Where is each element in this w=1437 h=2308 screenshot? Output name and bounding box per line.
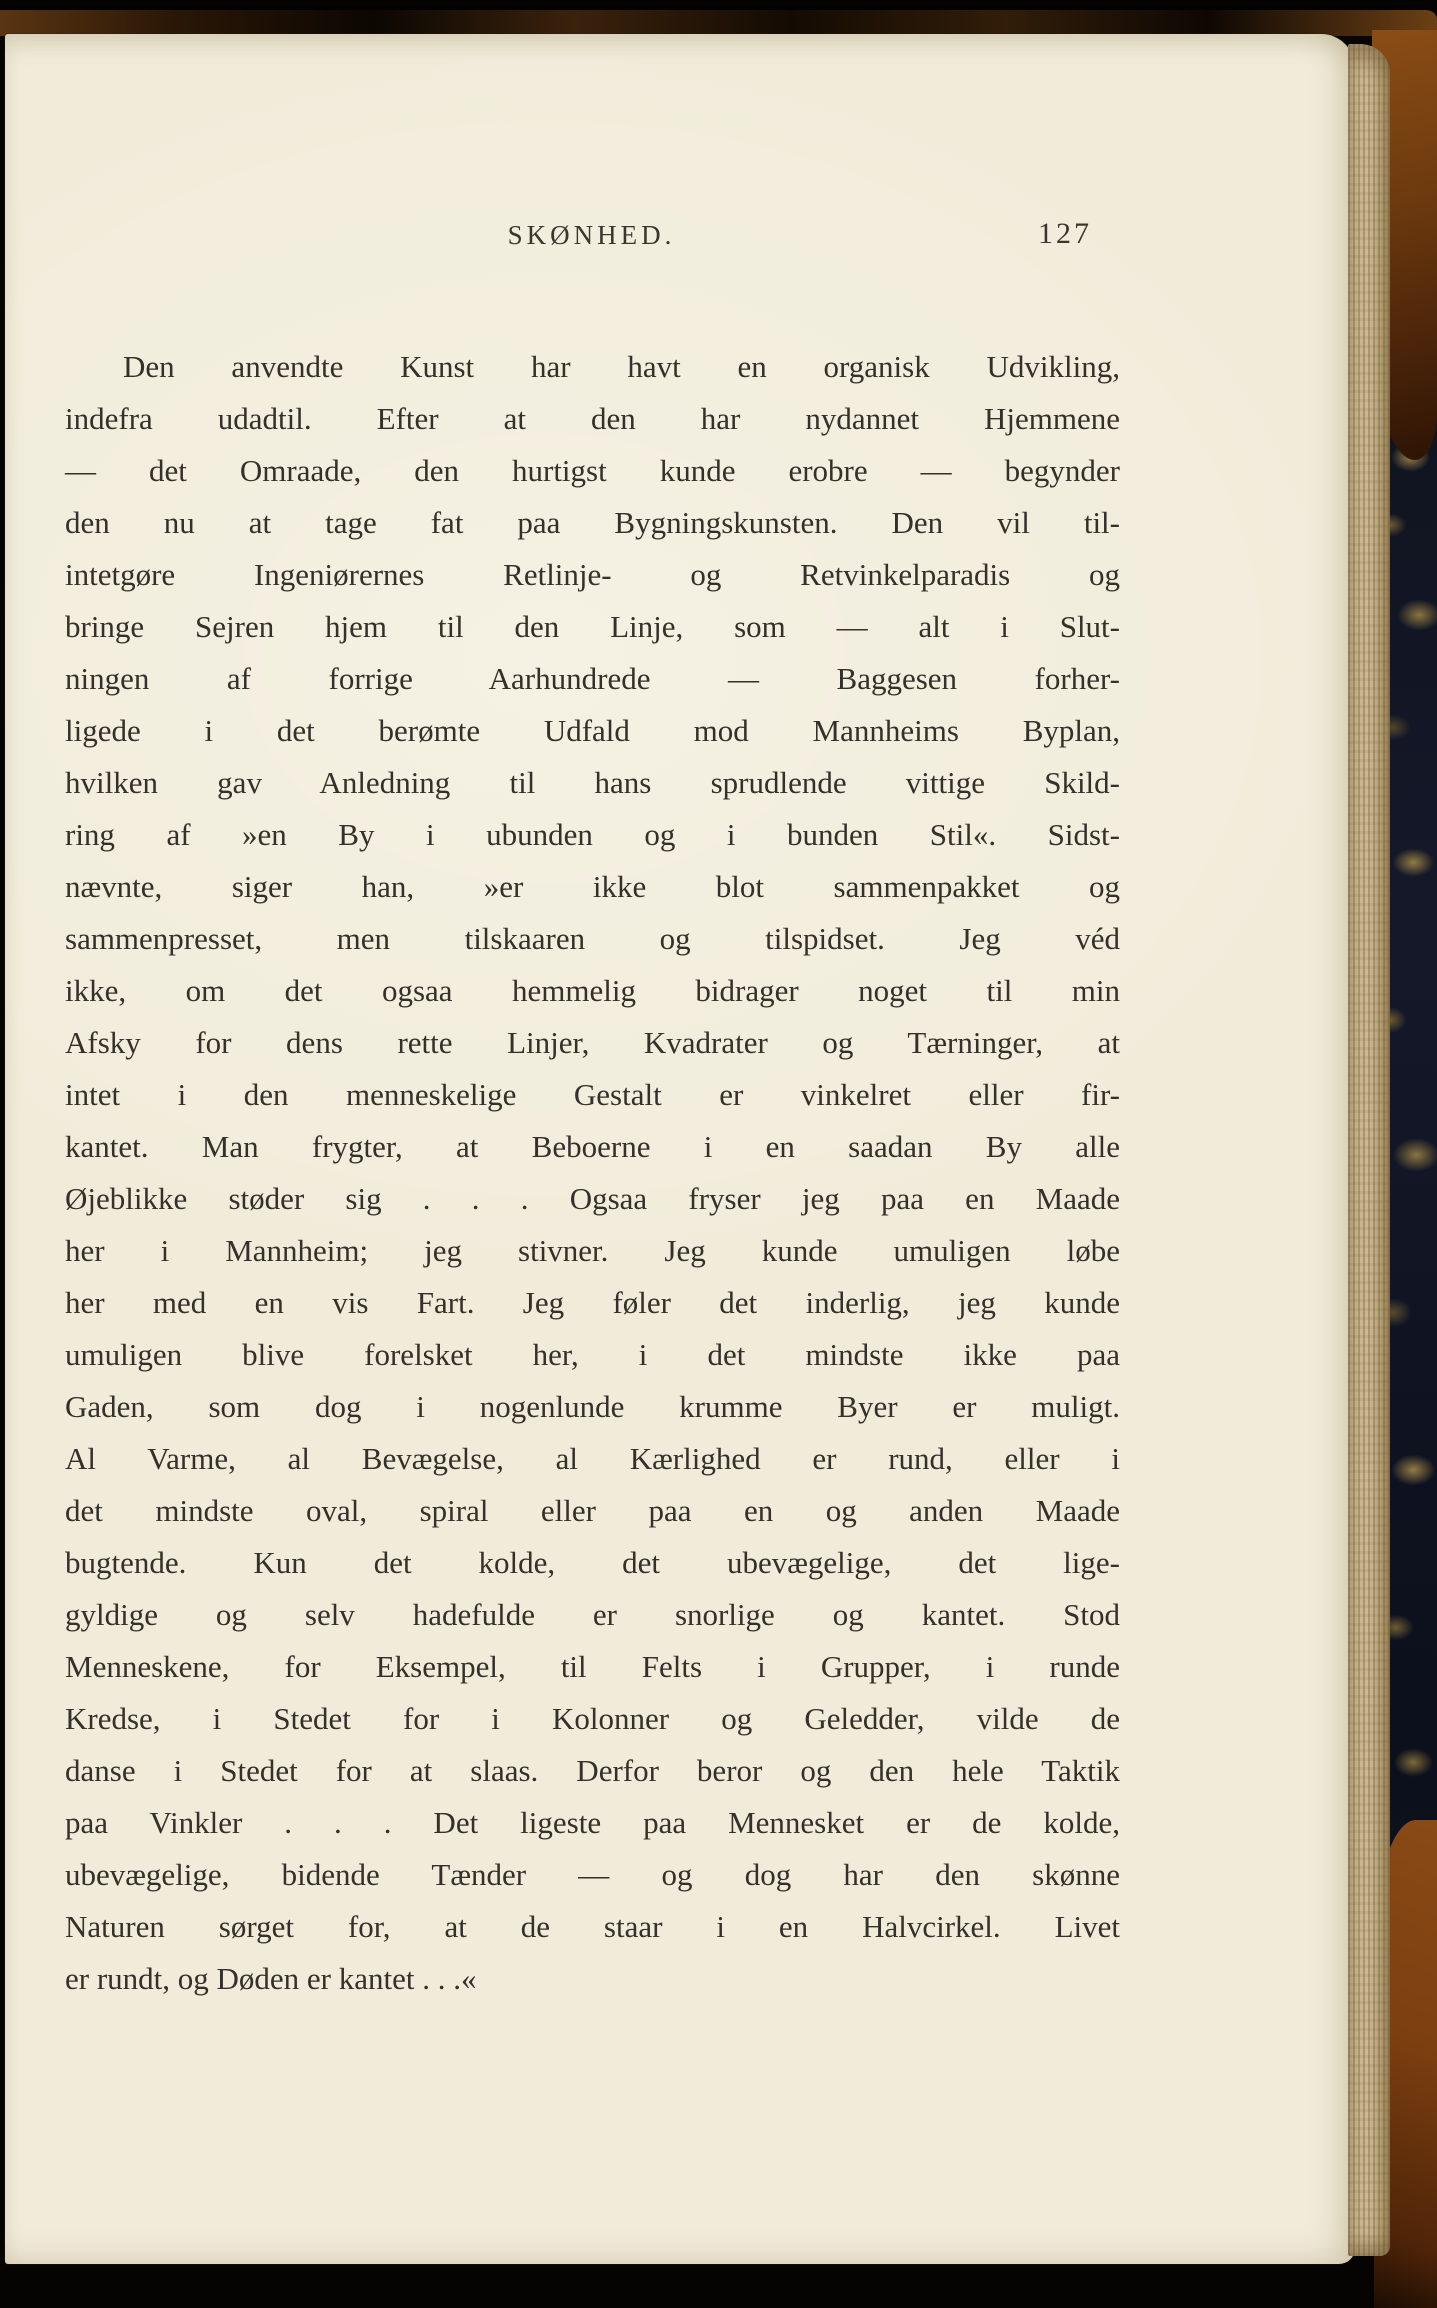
text-line: Gaden, som dog i nogenlunde krumme Byer er muligt. [65,1389,1120,1424]
text-line: ring af »en By i ubunden og i bunden Stil«. Sidst- [65,817,1120,852]
text-line: Kredse, i Stedet for i Kolonner og Geledder, vilde de [65,1701,1120,1736]
text-line: danse i Stedet for at slaas. Derfor beror og den hele Taktik [65,1753,1120,1788]
page-number: 127 [1038,217,1092,250]
text-line: sammenpresset, men tilskaaren og tilspidset. Jeg véd [65,921,1120,956]
text-line: ikke, om det ogsaa hemmelig bidrager noget til min [65,973,1120,1008]
text-line: bringe Sejren hjem til den Linje, som — alt i Slut- [65,609,1120,644]
text-line: er rundt, og Døden er kantet . . .« [65,1961,477,1996]
text-line: Al Varme, al Bevægelse, al Kærlighed er rund, eller i [65,1441,1120,1476]
text-line: intet i den menneskelige Gestalt er vinkelret eller fir- [65,1077,1120,1112]
text-line: ligede i det berømte Udfald mod Mannheims Byplan, [65,713,1120,748]
page-fore-edge [1348,44,1390,2256]
text-line: den nu at tage fat paa Bygningskunsten. Den vil til- [65,505,1120,540]
text-line: Naturen sørget for, at de staar i en Halvcirkel. Livet [65,1909,1120,1944]
text-line: Øjeblikke støder sig . . . Ogsaa fryser jeg paa en Maade [65,1181,1120,1216]
text-line: her med en vis Fart. Jeg føler det inderlig, jeg kunde [65,1285,1120,1320]
text-line: Menneskene, for Eksempel, til Felts i Grupper, i runde [65,1649,1120,1684]
text-line: kantet. Man frygter, at Beboerne i en saadan By alle [65,1129,1120,1164]
text-line: nævnte, siger han, »er ikke blot sammenpakket og [65,869,1120,904]
text-line: gyldige og selv hadefulde er snorlige og kantet. Stod [65,1597,1120,1632]
text-line: det mindste oval, spiral eller paa en og anden Maade [65,1493,1120,1528]
text-line: — det Omraade, den hurtigst kunde erobre — begynder [65,453,1120,488]
text-line: hvilken gav Anledning til hans sprudlende vittige Skild- [65,765,1120,800]
text-line: Den anvendte Kunst har havt en organisk Udvikling, [123,349,1120,384]
text-line: ningen af forrige Aarhundrede — Baggesen forher- [65,661,1120,696]
text-line: paa Vinkler . . . Det ligeste paa Mennesket er de kolde, [65,1805,1120,1840]
text-line: intetgøre Ingeniørernes Retlinje- og Retvinkelparadis og [65,557,1120,592]
text-line: her i Mannheim; jeg stivner. Jeg kunde umuligen løbe [65,1233,1120,1268]
text-line: umuligen blive forelsket her, i det mindste ikke paa [65,1337,1120,1372]
running-header-title: SKØNHED. [507,220,676,250]
page-text [65,341,1120,2005]
text-line: bugtende. Kun det kolde, det ubevægelige, det lige- [65,1545,1120,1580]
running-header [65,217,1118,264]
text-line: indefra udadtil. Efter at den har nydannet Hjemmene [65,401,1120,436]
text-line: ubevægelige, bidende Tænder — og dog har den skønne [65,1857,1120,1892]
book-page [5,34,1355,2264]
text-line: Afsky for dens rette Linjer, Kvadrater og Tærninger, at [65,1025,1120,1060]
